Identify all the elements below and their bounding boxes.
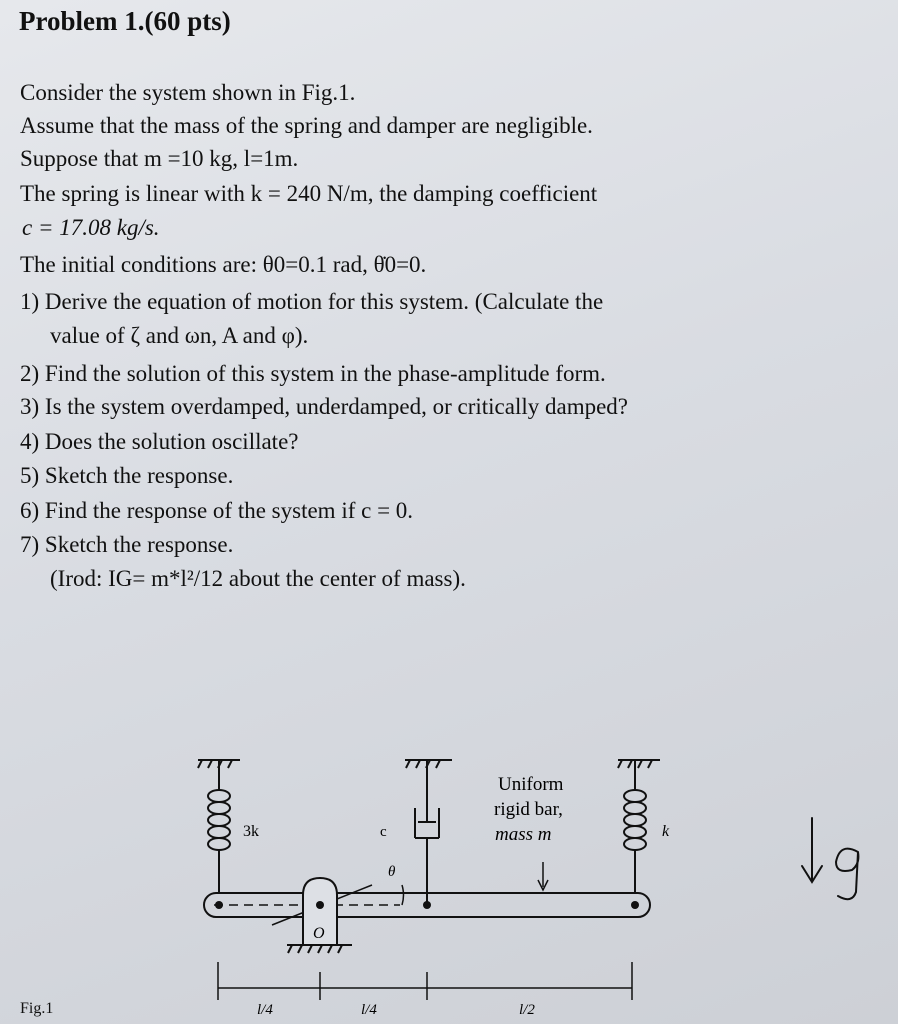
question-2: 2) Find the solution of this system in the phase-amplitude form. <box>20 361 606 386</box>
damper-label: c <box>380 824 387 840</box>
angle-label: θ <box>388 864 396 880</box>
inertia-note: (Irod: IG= m*l²/12 about the center of mass). <box>50 566 466 591</box>
intro-line-4: The spring is linear with k = 240 N/m, the damping coefficient <box>20 181 598 206</box>
dimension-line <box>218 962 632 1000</box>
left-spring <box>208 760 230 893</box>
question-6: 6) Find the response of the system if c = 0. <box>20 498 414 523</box>
question-7: 7) Sketch the response. <box>20 532 234 557</box>
handwritten-gravity-note <box>796 812 876 902</box>
question-3: 3) Is the system overdamped, underdamped, or critically damped? <box>20 394 629 419</box>
center-ceiling <box>405 760 452 768</box>
dimension-label-1: l/4 <box>257 1002 273 1018</box>
problem-title: Problem 1.(60 pts) <box>19 6 231 36</box>
damper <box>415 760 439 905</box>
intro-line-6: The initial conditions are: θ0=0.1 rad, θ̇0=0. <box>20 252 427 277</box>
right-spring-label: k <box>662 823 670 840</box>
figure-caption: Fig.1 <box>20 1000 54 1017</box>
bar-description-3: mass m <box>495 824 552 845</box>
intro-line-1: Consider the system shown in Fig.1. <box>20 80 356 105</box>
question-1: 1) Derive the equation of motion for this system. (Calculate the <box>20 289 604 314</box>
right-spring <box>624 760 646 893</box>
bar-description-1: Uniform <box>498 774 564 795</box>
question-1-cont: value of ζ and ωn, A and φ). <box>50 323 309 348</box>
intro-line-5: c = 17.08 kg/s. <box>22 215 160 240</box>
question-5: 5) Sketch the response. <box>20 463 234 488</box>
theta-arc <box>402 885 404 905</box>
question-4: 4) Does the solution oscillate? <box>20 429 299 454</box>
dimension-label-2: l/4 <box>361 1002 377 1018</box>
intro-line-3: Suppose that m =10 kg, l=1m. <box>20 146 299 171</box>
right-ceiling <box>618 760 660 768</box>
pivot-label: O <box>313 925 325 942</box>
left-spring-label: 3k <box>243 823 259 840</box>
intro-line-2: Assume that the mass of the spring and damper are negligible. <box>20 113 593 138</box>
bar-description-2: rigid bar, <box>494 799 563 820</box>
dimension-label-3: l/2 <box>519 1002 535 1018</box>
